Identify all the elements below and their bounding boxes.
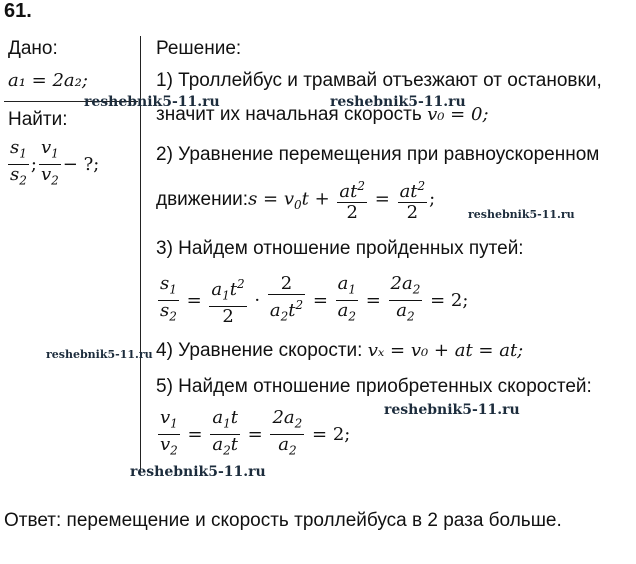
problem-number: 61.	[4, 0, 32, 22]
step5-formula: $\frac{v_1}{v_2}$ = $\frac{a_1t}{a_2t}$ = $\frac{2a_2}{a_2}$ = 2;	[160, 407, 351, 458]
step4-line	[156, 340, 523, 362]
step2-line2	[156, 176, 435, 223]
watermark-6: reshebnik5-11.ru	[130, 464, 266, 480]
step1-formula: v₀ = 0;	[427, 104, 489, 125]
step1-line1: 1) Троллейбус и трамвай отъезжают от остановки,	[156, 70, 602, 91]
given-condition: a₁ = 2a₂;	[8, 70, 88, 91]
watermark-2: reshebnik5-11.ru	[330, 94, 466, 110]
watermark-1: reshebnik5-11.ru	[84, 94, 220, 110]
answer: Ответ: перемещение и скорость троллейбуса в 2 раза больше.	[4, 510, 562, 531]
step2-line1: 2) Уравнение перемещения при равноускоренном	[156, 144, 600, 165]
step4-text: 4) Уравнение скорости:	[156, 340, 368, 361]
step3-text: 3) Найдем отношение пройденных путей:	[156, 238, 524, 259]
find-label: Найти:	[8, 109, 68, 130]
step1-text: значит их начальная скорость	[156, 104, 428, 125]
step2-formula: $s = v_0t$ + $\frac{at^2}{2}$ = $\frac{at^2}{2}$ ;	[248, 176, 435, 223]
find-fraction-s: $\frac{s_1}{s_2}$	[10, 137, 27, 188]
watermark-5: reshebnik5-11.ru	[384, 402, 520, 418]
step4-formula: vₓ = v₀ + at = at;	[367, 340, 524, 361]
step2-text: движении:	[156, 188, 249, 210]
solution-label: Решение:	[156, 38, 242, 59]
watermark-3: reshebnik5-11.ru	[468, 208, 575, 221]
watermark-4: reshebnik5-11.ru	[46, 348, 153, 361]
find-fraction-v: $\frac{v_1}{v_2}$	[40, 137, 59, 188]
find-tail: − ?;	[62, 153, 100, 175]
find-expression: $\frac{s_1}{s_2}$ ; $\frac{v_1}{v_2}$ − ?;	[6, 138, 99, 190]
step5-text: 5) Найдем отношение приобретенных скоростей:	[156, 376, 592, 397]
step3-formula: $\frac{s_1}{s_2}$ = $\frac{a_1t^2}{2}$ · $\frac{2}{a_2t^2}$ = $\frac{a_1}{a_2}$ = $\frac{2a_2}{a_2}$ = 2;	[160, 273, 469, 327]
given-label: Дано:	[8, 38, 58, 59]
